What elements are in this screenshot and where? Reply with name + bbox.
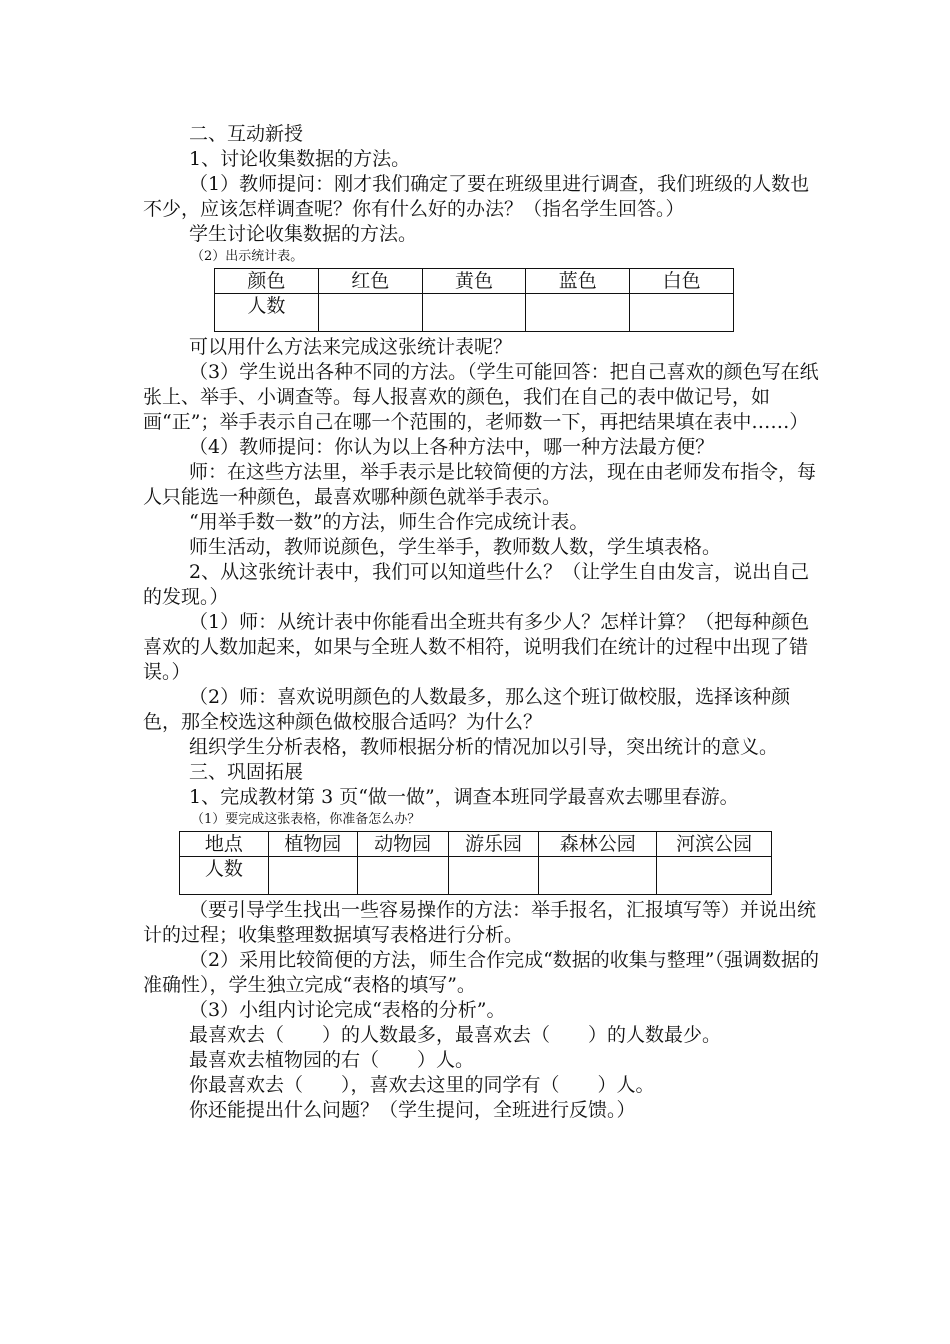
table-caption: （1）要完成这张表格，你准备怎么办？ (191, 812, 421, 827)
paragraph: 2、从这张统计表中，我们可以知道些什么？（让学生自由发言，说出自己的发现。） (143, 561, 810, 608)
paragraph: （3）学生说出各种不同的方法。（学生可能回答：把自己喜欢的颜色写在纸张上、举手、小调查等。每人报喜欢的颜色，我们在自己的表中做记号，如画“正”；举手表示自己在哪一个范围的，老师数一下，再把结果填在表中……） (143, 361, 819, 433)
paragraph: （1）师：从统计表中你能看出全班共有多少人？怎样计算？（把每种颜色喜欢的人数加起来，如果与全班人数不相符，说明我们在统计的过程中出现了错误。） (143, 611, 810, 683)
paragraph: “用举手数一数”的方法，师生合作完成统计表。 (189, 511, 589, 533)
table-caption: （2）出示统计表。 (191, 249, 304, 264)
table-cell (357, 857, 448, 895)
table-cell (539, 857, 657, 895)
table-cell (657, 857, 772, 895)
paragraph: 学生讨论收集数据的方法。 (189, 223, 418, 245)
table-cell (448, 857, 539, 895)
paragraph: （3）小组内讨论完成“表格的分析”。 (189, 999, 506, 1021)
paragraph: （要引导学生找出一些容易操作的方法：举手报名，汇报填写等）并说出统计的过程；收集整理数据填写表格进行分析。 (143, 899, 817, 946)
paragraph: 师：在这些方法里，举手表示是比较简便的方法，现在由老师发布指令，每人只能选一种颜色，最喜欢哪种颜色就举手表示。 (143, 461, 817, 508)
table-header-cell: 白色 (630, 269, 734, 294)
table-header-cell: 植物园 (268, 832, 357, 857)
fill-blank-line: 最喜欢去植物园的右（ ）人。 (189, 1049, 475, 1071)
paragraph: （1）教师提问：刚才我们确定了要在班级里进行调查，我们班级的人数也不少，应该怎样调查呢？你有什么好的办法？（指名学生回答。） (143, 173, 810, 220)
table-header-cell: 森林公园 (539, 832, 657, 857)
spring-trip-stat-table (179, 831, 772, 895)
table-row-label: 人数 (180, 857, 269, 895)
fill-blank-line: 最喜欢去（ ）的人数最多，最喜欢去（ ）的人数最少。 (189, 1024, 722, 1046)
color-stat-table (214, 268, 734, 332)
table-cell (318, 294, 422, 332)
paragraph: 1、完成教材第 3 页“做一做”，调查本班同学最喜欢去哪里春游。 (189, 786, 739, 808)
table-header-cell: 动物园 (357, 832, 448, 857)
table-row (215, 294, 734, 332)
table-header-cell: 河滨公园 (657, 832, 772, 857)
table-header-cell: 地点 (180, 832, 269, 857)
document-page (143, 122, 823, 1123)
table-header-cell: 黄色 (422, 269, 526, 294)
table-cell (422, 294, 526, 332)
paragraph: （4）教师提问：你认为以上各种方法中，哪一种方法最方便？ (189, 436, 715, 458)
paragraph: 你还能提出什么问题？（学生提问，全班进行反馈。） (189, 1099, 636, 1121)
table-header-cell: 蓝色 (526, 269, 630, 294)
paragraph: 组织学生分析表格，教师根据分析的情况加以引导，突出统计的意义。 (189, 736, 779, 758)
table-row (180, 857, 772, 895)
paragraph: 1、讨论收集数据的方法。 (189, 148, 411, 170)
section-heading: 三、巩固拓展 (189, 761, 304, 783)
table-header-cell: 游乐园 (448, 832, 539, 857)
table-header-cell: 红色 (318, 269, 422, 294)
table-cell (268, 857, 357, 895)
table-cell (526, 294, 630, 332)
table-cell (630, 294, 734, 332)
paragraph: （2）采用比较简便的方法，师生合作完成“数据的收集与整理”（强调数据的准确性），学生独立完成“表格的填写”。 (143, 949, 820, 996)
table-row-label: 人数 (215, 294, 319, 332)
table-header-cell: 颜色 (215, 269, 319, 294)
table-header-row (180, 832, 772, 857)
table-header-row (215, 269, 734, 294)
paragraph: （2）师：喜欢说明颜色的人数最多，那么这个班订做校服，选择该种颜色，那全校选这种颜色做校服合适吗？为什么？ (143, 686, 791, 733)
section-heading: 二、互动新授 (189, 123, 304, 145)
paragraph: 师生活动，教师说颜色，学生举手，教师数人数，学生填表格。 (189, 536, 722, 558)
fill-blank-line: 你最喜欢去（ ），喜欢去这里的同学有（ ）人。 (189, 1074, 655, 1096)
paragraph: 可以用什么方法来完成这张统计表呢？ (189, 336, 513, 358)
